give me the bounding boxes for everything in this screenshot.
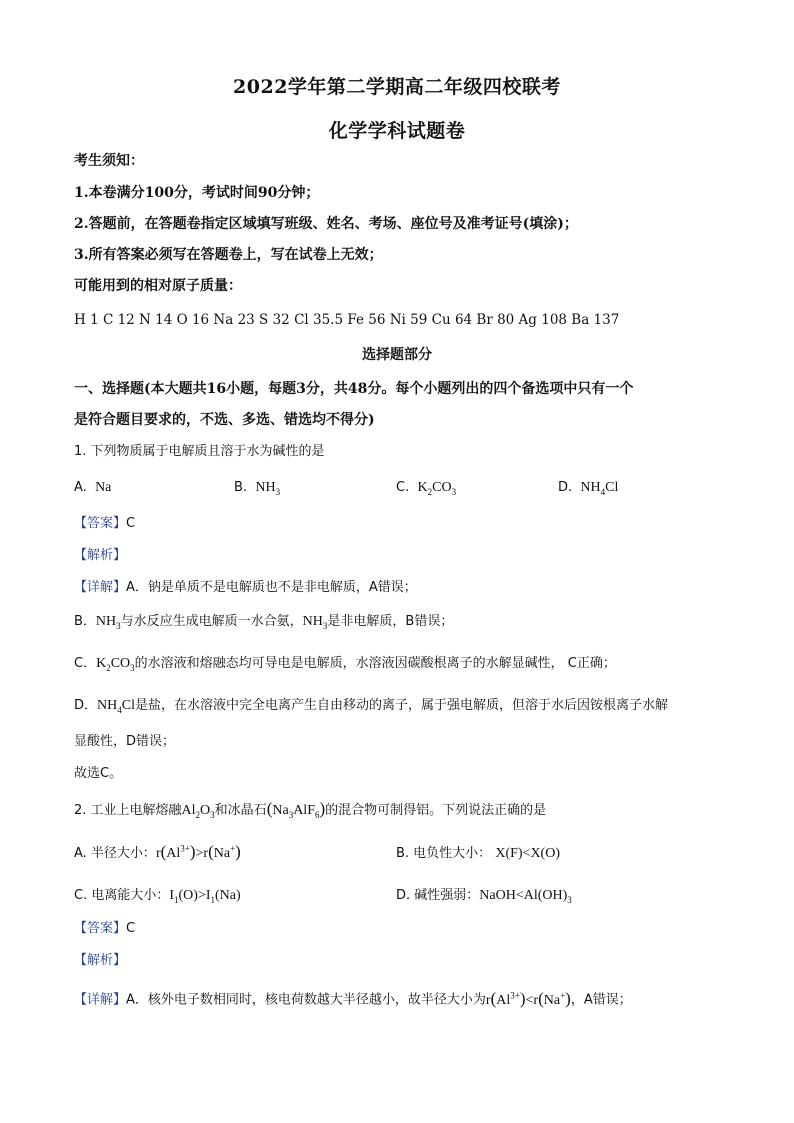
q1-detail-d bbox=[74, 697, 668, 719]
q2-stem-mid: 和冰晶石 bbox=[214, 803, 267, 818]
q1-detail-d-cont: 显酸性，D错误； bbox=[74, 734, 176, 749]
q2-option-a bbox=[74, 842, 241, 862]
q2-answer-tag: 【答案】 bbox=[74, 921, 127, 936]
section-intro-line1: 一、选择题(本大题共16小题，每题3分，共48分。每个小题列出的四个备选项中只有一个 bbox=[74, 381, 634, 397]
q1-detail-b-formula-1: $NH_3$ bbox=[95, 614, 121, 631]
q1-option-c bbox=[396, 480, 456, 497]
q1-detail-b-prefix: B． bbox=[74, 614, 96, 629]
q2-answer-value: C bbox=[126, 921, 136, 936]
q1-answer bbox=[74, 515, 135, 533]
q2-answer bbox=[74, 920, 135, 938]
q1-option-d-formula: $NH_4Cl$ bbox=[580, 480, 619, 497]
q1-detail-a-text: A．钠是单质不是电解质也不是非电解质，A错误； bbox=[126, 580, 417, 595]
q1-detail-d-end: 是盐，在水溶液中完全电离产生自由移动的离子，属于强电解质，但溶于水后因铵根离子水解 bbox=[134, 698, 668, 713]
notice-item-3: 3.所有答案必须写在答题卷上，写在试卷上无效； bbox=[74, 247, 383, 263]
q2-stem-formula-1: $Al_2O_3$ bbox=[181, 803, 215, 820]
q1-detail-c-prefix: C． bbox=[74, 656, 97, 671]
atomic-mass-heading: 可能用到的相对原子质量： bbox=[74, 278, 242, 294]
q2-detail-tag: 【详解】 bbox=[74, 992, 127, 1008]
q1-conclusion: 故选C。 bbox=[74, 766, 123, 781]
q1-analysis bbox=[74, 547, 126, 565]
q1-option-a-formula: Na bbox=[95, 480, 112, 495]
q2-option-b-label: B. 电负性大小： bbox=[396, 846, 492, 861]
q1-detail-c bbox=[74, 655, 616, 677]
q2-detail-a-end: ，A错误； bbox=[570, 992, 632, 1008]
q1-detail-b bbox=[74, 613, 453, 635]
section-title: 选择题部分 bbox=[362, 347, 432, 363]
q2-option-a-formula: $r(Al^{3+})>r(Na^+)$ bbox=[155, 842, 241, 861]
q1-answer-value: C bbox=[126, 516, 136, 531]
q1-detail-b-formula-2: $NH_3$ bbox=[302, 614, 328, 631]
q2-stem-formula-2: $(Na_3AlF_6)$ bbox=[266, 799, 326, 820]
q1-stem: 1. 下列物质属于电解质且溶于水为碱性的是 bbox=[74, 444, 325, 459]
q2-option-b bbox=[396, 842, 560, 862]
q2-analysis bbox=[74, 952, 126, 970]
q2-analysis-tag: 【解析】 bbox=[74, 953, 127, 968]
q1-option-d-label: D. bbox=[558, 480, 573, 495]
notice-item-2: 2.答题前，在答题卷指定区域填写班级、姓名、考场、座位号及准考证号(填涂)； bbox=[74, 216, 578, 232]
q2-stem bbox=[74, 800, 546, 824]
q1-answer-tag: 【答案】 bbox=[74, 516, 127, 531]
q2-option-c bbox=[74, 884, 241, 905]
q2-detail-a-text: A．核外电子数相同时，核电荷数越大半径越小，故半径大小为 bbox=[126, 992, 486, 1008]
q2-stem-end: 的混合物可制得铝。下列说法正确的是 bbox=[325, 803, 547, 818]
q1-option-c-formula: $K_2CO_3$ bbox=[417, 480, 457, 497]
exam-title: 2022学年第二学期高二年级四校联考 bbox=[233, 76, 561, 98]
q2-option-c-formula: $I_1(O)>I_1(Na)$ bbox=[169, 888, 241, 905]
q2-option-b-formula: X(F)<X(O) bbox=[495, 846, 560, 861]
q1-option-c-label: C. bbox=[396, 480, 410, 495]
q1-analysis-tag: 【解析】 bbox=[74, 548, 127, 563]
q1-detail-a bbox=[74, 579, 417, 597]
q1-detail-tag: 【详解】 bbox=[74, 580, 127, 595]
q2-option-d bbox=[396, 884, 572, 905]
section-intro-line2: 是符合题目要求的，不选、多选、错选均不得分) bbox=[74, 412, 375, 428]
atomic-mass-list: H 1 C 12 N 14 O 16 Na 23 S 32 Cl 35.5 Fe 56 Ni 59 Cu 64 Br 80 Ag 108 Ba 137 bbox=[74, 312, 620, 328]
q1-option-b-label: B. bbox=[234, 480, 248, 495]
q1-option-a bbox=[74, 480, 111, 496]
q2-option-d-formula-text: NaOH<Al(OH) bbox=[479, 888, 568, 903]
q1-detail-b-end: 是非电解质，B错误； bbox=[327, 614, 454, 629]
notice-item-1: 1.本卷满分100分，考试时间90分钟； bbox=[74, 185, 320, 201]
exam-subtitle: 化学学科试题卷 bbox=[328, 120, 466, 142]
q1-detail-d-prefix: D． bbox=[74, 698, 98, 713]
q2-detail-a-formula: $r(Al^{3+})<r(Na^+)$ bbox=[485, 988, 571, 1008]
q2-option-d-formula: $NaOH<Al(OH)_3$ bbox=[479, 888, 572, 905]
q1-detail-c-end: 的水溶液和熔融态均可导电是电解质，水溶液因碳酸根离子的水解显碱性， C正确； bbox=[134, 656, 616, 671]
q1-detail-b-mid: 与水反应生成电解质一水合氨， bbox=[120, 614, 303, 629]
q1-option-b bbox=[234, 480, 280, 497]
q2-option-c-label: C. 电离能大小： bbox=[74, 888, 170, 903]
q2-option-a-label: A. 半径大小： bbox=[74, 846, 156, 861]
q1-option-a-label: A. bbox=[74, 480, 87, 495]
q2-option-d-label: D. 碱性强弱： bbox=[396, 888, 480, 903]
notice-heading: 考生须知： bbox=[74, 153, 144, 169]
q1-option-d bbox=[558, 480, 618, 497]
q2-detail-a bbox=[74, 986, 632, 1010]
q1-option-b-formula: $NH_3$ bbox=[255, 480, 281, 497]
q1-detail-d-formula: $NH_4Cl$ bbox=[97, 698, 135, 715]
q1-detail-c-formula: $K_2CO_3$ bbox=[96, 656, 135, 673]
q2-stem-prefix: 2. 工业上电解熔融 bbox=[74, 803, 182, 818]
